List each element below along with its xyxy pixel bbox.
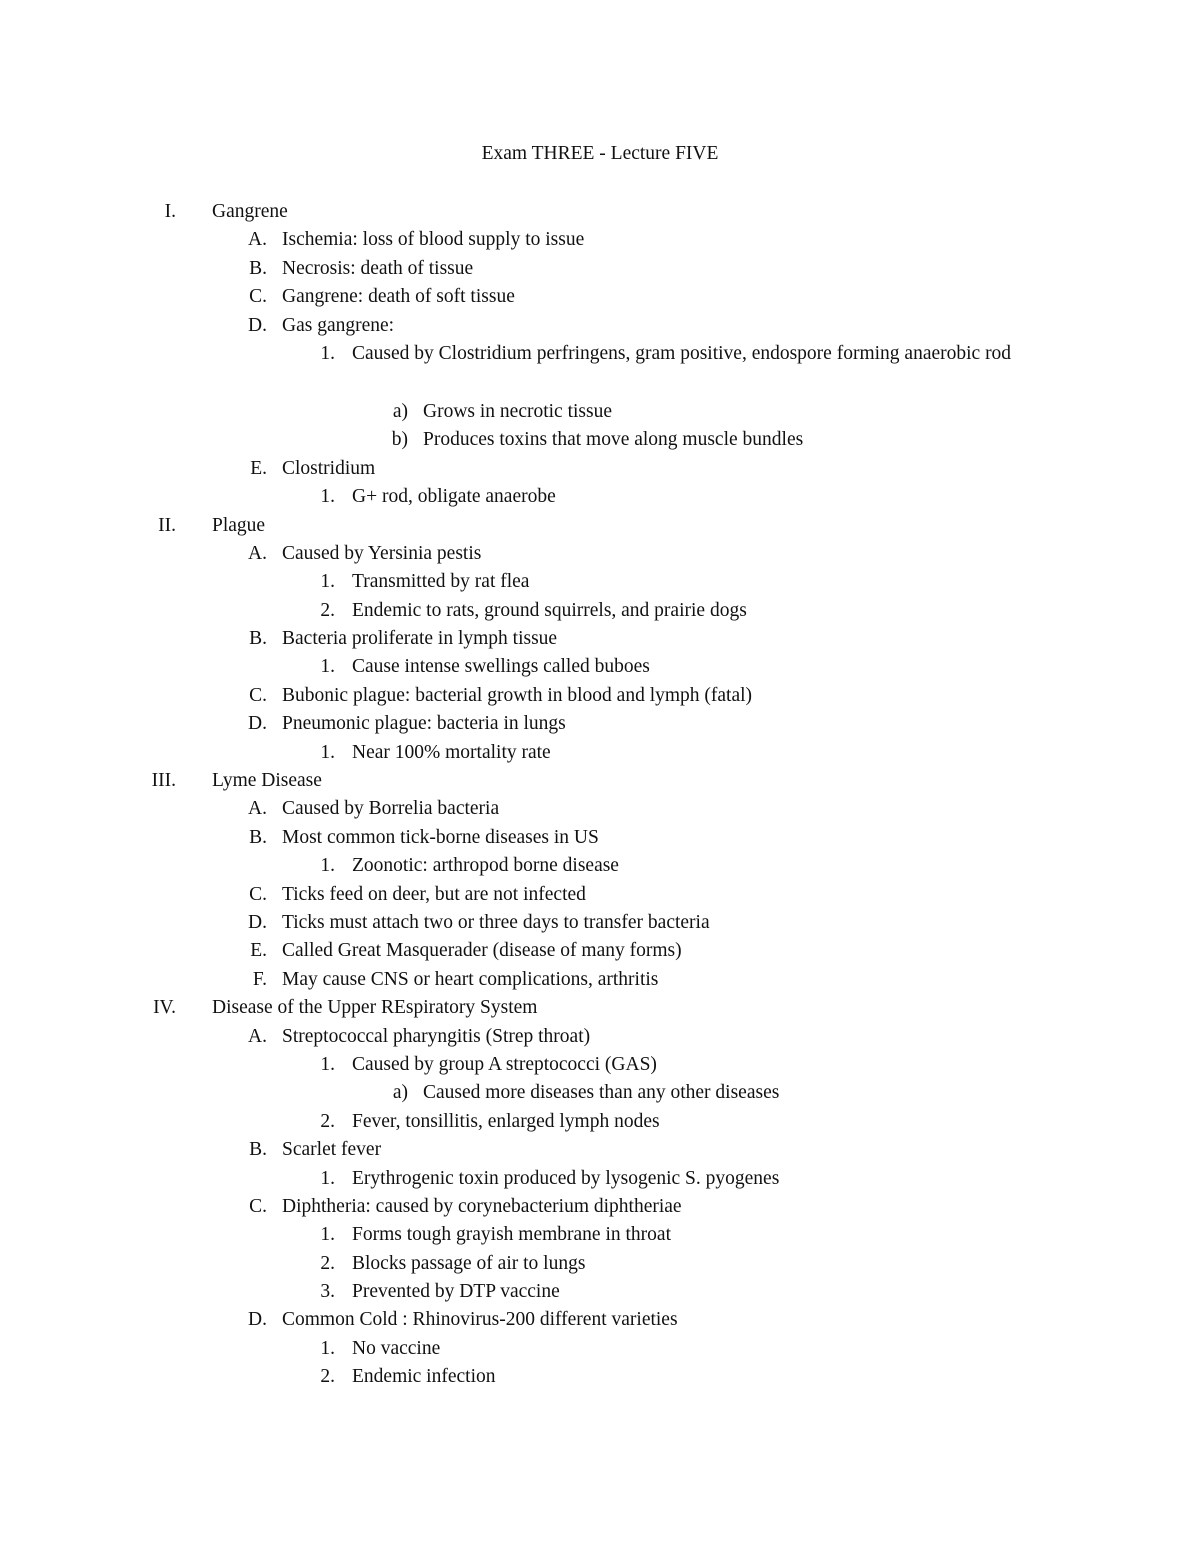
outline-marker: D. [248,713,267,735]
outline-marker: C. [249,1195,267,1217]
outline-text: Near 100% mortality rate [352,741,551,763]
outline-text: Produces toxins that move along muscle bundles [423,429,804,451]
outline-marker: 2. [320,1252,335,1274]
outline-item-level-3 [0,739,1200,767]
outline-marker: A. [248,798,267,820]
outline-item-level-1 [0,994,1200,1022]
outline-text: Lyme Disease [212,770,322,792]
outline-item-level-4 [0,398,1200,426]
outline-item-level-2 [0,625,1200,653]
outline-text: Streptococcal pharyngitis (Strep throat) [282,1025,591,1047]
outline-item-level-3 [0,1051,1200,1079]
outline-item-level-1 [0,198,1200,226]
outline-text: Caused by Borrelia bacteria [282,798,500,820]
outline-marker: 1. [320,571,335,593]
outline-text: Ticks must attach two or three days to transfer bacteria [282,911,710,933]
outline-item-level-4 [0,426,1200,454]
document-title: Exam THREE - Lecture FIVE [481,143,719,164]
outline-text: Forms tough grayish membrane in throat [352,1224,671,1246]
outline-marker: C. [249,684,267,706]
outline-item-level-4 [0,1079,1200,1107]
outline-item-level-2 [0,682,1200,710]
outline-marker: B. [249,257,267,279]
outline-text: Scarlet fever [282,1139,382,1161]
outline-text: Necrosis: death of tissue [282,257,474,279]
outline-marker: B. [249,628,267,650]
outline-text: Clostridium [282,457,376,479]
outline-item-level-2 [0,283,1200,311]
outline-text: Grows in necrotic tissue [423,400,613,422]
outline-marker: D. [248,314,267,336]
outline-item-level-2 [0,312,1200,340]
outline-text: Common Cold : Rhinovirus-200 different varieties [282,1309,678,1331]
outline-text: Endemic infection [352,1366,496,1388]
outline-marker: 1. [320,1053,335,1075]
outline-text: Cause intense swellings called buboes [352,656,650,678]
outline-text: Caused more diseases than any other diseases [423,1082,780,1104]
outline-text: Plague [212,514,266,536]
outline-marker: 1. [320,1167,335,1189]
outline-text: May cause CNS or heart complications, arthritis [282,968,659,990]
outline-marker: I. [164,201,176,222]
outline-marker: 2. [320,599,335,621]
outline-marker: II. [158,514,176,536]
outline-item-level-2 [0,710,1200,738]
outline-item-level-3 [0,483,1200,511]
outline-text: Caused by group A streptococci (GAS) [352,1053,657,1075]
outline-text: Erythrogenic toxin produced by lysogenic S. pyogenes [352,1167,780,1189]
outline-item-level-2 [0,255,1200,283]
outline-text: No vaccine [352,1337,441,1359]
outline-marker: E. [250,940,267,962]
outline-marker: B. [249,1139,267,1161]
outline-list [0,198,1200,1392]
outline-text: Most common tick-borne diseases in US [282,826,599,848]
outline-marker: IV. [153,997,176,1019]
outline-text: Bubonic plague: bacterial growth in blood and lymph (fatal) [282,684,753,706]
outline-text: Ticks feed on deer, but are not infected [282,883,586,905]
outline-text: Caused by Clostridium perfringens, gram positive, endospore forming anaerobic rod [352,342,1012,364]
outline-item-level-3 [0,852,1200,880]
outline-marker: III. [151,770,176,792]
outline-marker: F. [252,968,267,990]
outline-item-level-2 [0,540,1200,568]
outline-marker: 2. [320,1110,335,1132]
outline-marker: 1. [320,486,335,508]
outline-marker: a) [392,1082,408,1104]
outline-marker: 3. [320,1281,335,1303]
outline-marker: B. [249,826,267,848]
outline-marker: 1. [320,656,335,678]
outline-marker: b) [391,429,408,451]
outline-item-level-3 [0,597,1200,625]
outline-item-level-2 [0,881,1200,909]
outline-item-level-1 [0,767,1200,795]
outline-marker: E. [250,457,267,479]
outline-item-level-2 [0,937,1200,965]
outline-item-level-3 [0,1335,1200,1363]
outline-marker: 1. [320,1224,335,1246]
outline-item-level-2 [0,455,1200,483]
outline-text: Transmitted by rat flea [352,571,530,593]
outline-text: Bacteria proliferate in lymph tissue [282,628,558,650]
outline-item-level-2 [0,966,1200,994]
outline-text: Caused by Yersinia pestis [282,542,482,564]
outline-text: Endemic to rats, ground squirrels, and prairie dogs [352,599,747,621]
outline-item-level-2 [0,1023,1200,1051]
outline-text: Blocks passage of air to lungs [352,1252,586,1274]
outline-marker: A. [248,1025,267,1047]
outline-item-level-2 [0,1306,1200,1334]
outline-item-level-2 [0,226,1200,254]
outline-item-level-3 [0,653,1200,681]
outline-item-level-3 [0,1278,1200,1306]
outline-item-level-2 [0,1136,1200,1164]
outline-marker: 1. [320,741,335,763]
outline-text: Gangrene [212,201,288,222]
outline-marker: C. [249,883,267,905]
outline-text: Diphtheria: caused by corynebacterium diphtheriae [282,1195,682,1217]
outline-text: Zoonotic: arthropod borne disease [352,855,619,877]
outline-marker: A. [248,229,267,251]
outline-text: Fever, tonsillitis, enlarged lymph nodes [352,1110,660,1132]
outline-item-level-3 [0,340,1200,398]
outline-text: Prevented by DTP vaccine [352,1281,560,1303]
outline-marker: a) [392,400,408,422]
outline-item-level-2 [0,909,1200,937]
outline-marker: 2. [320,1366,335,1388]
outline-text: G+ rod, obligate anaerobe [352,486,556,508]
outline-text: Pneumonic plague: bacteria in lungs [282,713,566,735]
outline-marker: D. [248,1309,267,1331]
outline-marker: 1. [320,342,335,364]
outline-marker: C. [249,286,267,308]
outline-text: Gangrene: death of soft tissue [282,286,515,308]
outline-item-level-2 [0,795,1200,823]
outline-item-level-3 [0,1108,1200,1136]
outline-marker: 1. [320,1337,335,1359]
outline-item-level-2 [0,1193,1200,1221]
outline-marker: 1. [320,855,335,877]
outline-marker: A. [248,542,267,564]
outline-item-level-3 [0,568,1200,596]
outline-item-level-3 [0,1165,1200,1193]
outline-text: Disease of the Upper REspiratory System [212,997,538,1019]
outline-text: Called Great Masquerader (disease of many forms) [282,940,682,962]
outline-item-level-1 [0,512,1200,540]
outline-text: Gas gangrene: [282,314,395,336]
outline-item-level-2 [0,824,1200,852]
outline-item-level-3 [0,1221,1200,1249]
outline-text: Ischemia: loss of blood supply to issue [282,229,585,251]
outline-marker: D. [248,911,267,933]
outline-item-level-3 [0,1250,1200,1278]
outline-item-level-3 [0,1363,1200,1391]
